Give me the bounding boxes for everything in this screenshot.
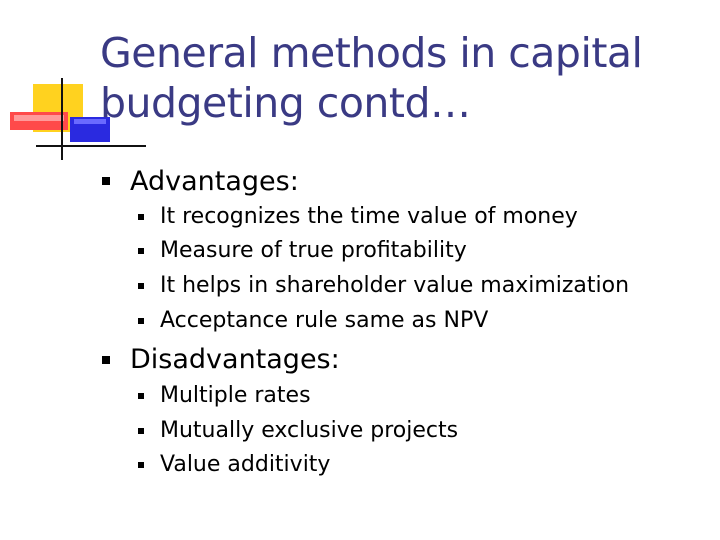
disadvantage-item: Value additivity <box>160 452 331 477</box>
bullet-square-icon <box>138 214 144 220</box>
disadvantages-heading: Disadvantages: <box>130 344 340 375</box>
bullet-square-icon <box>138 283 144 289</box>
decoration-red-highlight <box>14 115 64 121</box>
advantage-item: It recognizes the time value of money <box>160 204 578 229</box>
bullet-square-icon <box>138 428 144 434</box>
decoration-horizontal-line <box>36 145 146 147</box>
advantages-heading: Advantages: <box>130 166 299 197</box>
slide-title <box>100 28 700 128</box>
advantage-item: It helps in shareholder value maximization <box>160 273 630 298</box>
bullet-square-icon <box>138 393 144 399</box>
disadvantage-item: Multiple rates <box>160 383 311 408</box>
bullet-square-icon <box>138 462 144 468</box>
slide-title-line-2: budgeting contd… <box>100 79 471 127</box>
bullet-square-icon <box>138 318 144 324</box>
disadvantage-item: Mutually exclusive projects <box>160 418 459 443</box>
decoration-vertical-line <box>61 78 63 160</box>
bullet-square-icon <box>138 248 144 254</box>
slide-title-line-1: General methods in capital <box>100 29 643 77</box>
advantage-item: Acceptance rule same as NPV <box>160 308 489 333</box>
bullet-square-icon <box>102 177 110 185</box>
advantage-item: Measure of true profitability <box>160 238 467 263</box>
bullet-square-icon <box>102 356 110 364</box>
